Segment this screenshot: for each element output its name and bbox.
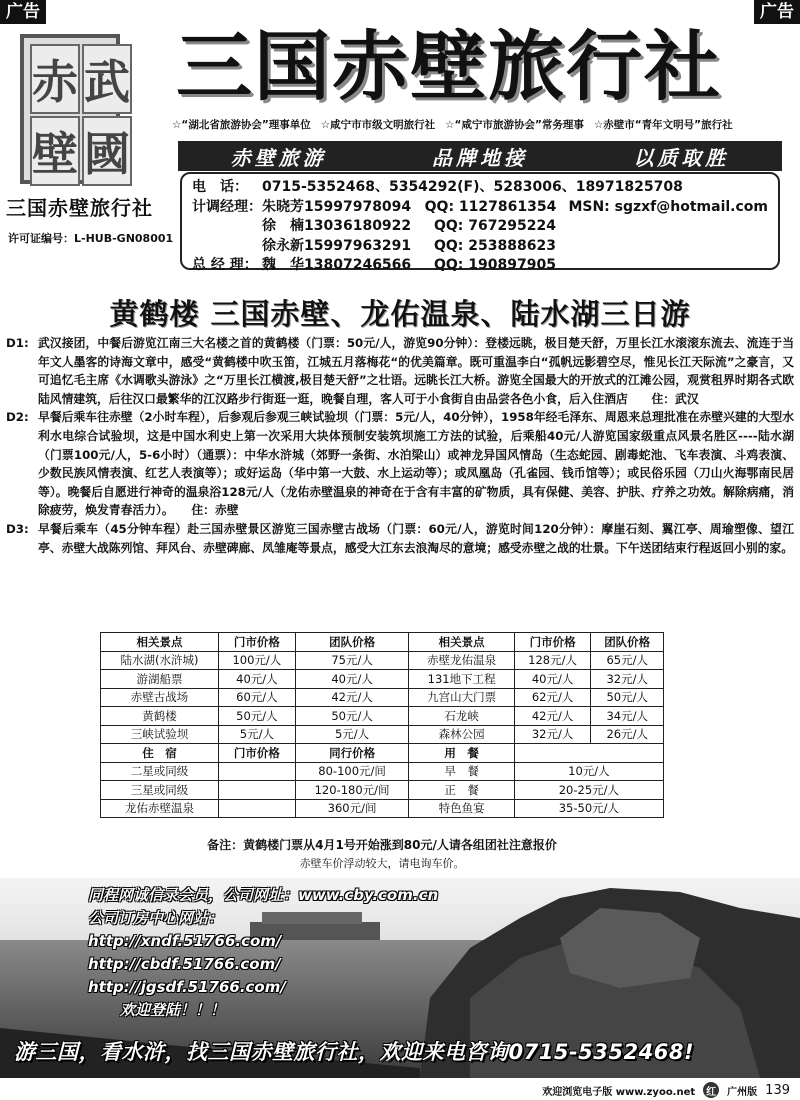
logo-char: 壁 bbox=[30, 116, 80, 186]
gm-label: 总 经 理： bbox=[192, 257, 258, 273]
table-cell: 40元/人 bbox=[514, 670, 591, 689]
table-header: 住 宿 bbox=[101, 744, 219, 763]
table-cell bbox=[219, 762, 296, 781]
footer-site: 欢迎浏览电子版 www.zyoo.net bbox=[542, 1086, 696, 1098]
phone-numbers[interactable]: 0715-5352468、5354292(F)、5283006、18971825708 bbox=[262, 179, 683, 195]
table-cell: 石龙峡 bbox=[409, 707, 514, 726]
table-row bbox=[101, 799, 664, 818]
slogan-bar bbox=[178, 141, 782, 171]
table-cell bbox=[219, 781, 296, 800]
table-header: 同行价格 bbox=[295, 744, 409, 763]
table-cell: 40元/人 bbox=[219, 670, 296, 689]
table-cell: 26元/人 bbox=[591, 725, 664, 744]
gm-qq: QQ: 190897905 bbox=[434, 257, 556, 273]
table-cell: 20-25元/人 bbox=[514, 781, 663, 800]
planner-name: 徐永新15997963291 bbox=[262, 237, 412, 254]
ad-label-right: 广告 bbox=[754, 0, 800, 24]
table-cell: 40元/人 bbox=[295, 670, 409, 689]
table-header: 团队价格 bbox=[591, 633, 664, 652]
table-cell: 360元/间 bbox=[295, 799, 409, 818]
table-cell: 赤壁古战场 bbox=[101, 688, 219, 707]
planner-qq: QQ: 767295224 bbox=[434, 218, 556, 234]
table-cell: 森林公园 bbox=[409, 725, 514, 744]
ad-label-left: 广告 bbox=[0, 0, 46, 24]
planner-msn[interactable]: MSN: sgzxf@hotmail.com bbox=[568, 198, 768, 215]
table-header: 相关景点 bbox=[409, 633, 514, 652]
table-cell: 80-100元/间 bbox=[295, 762, 409, 781]
table-header: 相关景点 bbox=[101, 633, 219, 652]
slogan-item: 品牌地接 bbox=[431, 145, 528, 170]
gm-name: 魏 华13807246566 bbox=[262, 257, 412, 273]
price-table bbox=[100, 632, 664, 818]
table-cell: 龙佑赤壁温泉 bbox=[101, 799, 219, 818]
website-link[interactable]: http://jgsdf.51766.com/ bbox=[88, 978, 286, 996]
honors-line bbox=[172, 117, 792, 132]
slogan-item: 以质取胜 bbox=[633, 145, 730, 170]
planner-name: 朱晓芳15997978094 bbox=[262, 198, 412, 215]
planner-qq: QQ: 1127861354 bbox=[424, 198, 557, 215]
table-cell: 50元/人 bbox=[591, 688, 664, 707]
page-footer bbox=[0, 1080, 800, 1100]
table-cell: 黄鹤楼 bbox=[101, 707, 219, 726]
logo-char: 赤 bbox=[30, 44, 80, 114]
day-label: D2: bbox=[6, 410, 29, 425]
contact-box bbox=[180, 172, 780, 273]
footer-edition: 广州版 bbox=[727, 1086, 758, 1098]
honor-item: ☆赤壁市“青年文明号”旅行社 bbox=[593, 119, 733, 131]
bottom-slogan: 游三国，看水浒，找三国赤壁旅行社，欢迎来电咨询0715-5352468! bbox=[14, 1040, 695, 1064]
page-number: 139 bbox=[765, 1082, 790, 1098]
footer-circle-badge: 红 bbox=[703, 1082, 719, 1098]
planner-qq: QQ: 253888623 bbox=[434, 237, 556, 254]
honor-item: ☆“湖北省旅游协会”理事单位 bbox=[172, 119, 311, 131]
table-cell: 特色鱼宴 bbox=[409, 799, 514, 818]
table-cell: 50元/人 bbox=[295, 707, 409, 726]
honor-item: ☆咸宁市市级文明旅行社 bbox=[320, 119, 436, 131]
day-text: 早餐后乘车（45分钟车程）赴三国赤壁景区游览三国赤壁古战场（门票：60元/人，游览时间120分钟）：摩崖石刻、翼江亭、周瑜塑像、望江亭、赤壁大战陈列馆、拜风台、赤壁碑廊、凤雏庵等景点，感受大江东去浪淘尽的意境；感受赤壁之战的壮景。下午送团结束行程返回小别的家。 bbox=[38, 521, 794, 555]
slogan-item: 赤壁旅游 bbox=[230, 145, 327, 170]
booking-label: 公司订房中心网站： bbox=[88, 909, 224, 927]
table-header-row bbox=[101, 633, 664, 652]
company-logo bbox=[20, 34, 130, 184]
table-cell: 九宫山大门票 bbox=[409, 688, 514, 707]
table-cell: 131地下工程 bbox=[409, 670, 514, 689]
itinerary-day bbox=[6, 520, 794, 557]
table-row bbox=[101, 762, 664, 781]
table-cell: 62元/人 bbox=[514, 688, 591, 707]
table-cell: 5元/人 bbox=[295, 725, 409, 744]
table-header: 门市价格 bbox=[219, 744, 296, 763]
table-cell bbox=[219, 799, 296, 818]
table-header: 门市价格 bbox=[219, 633, 296, 652]
table-cell: 陆水湖(水浒城) bbox=[101, 651, 219, 670]
table-header-row bbox=[101, 744, 664, 763]
license-number: 许可证编号：L-HUB-GN08001 bbox=[8, 232, 174, 245]
table-cell: 10元/人 bbox=[514, 762, 663, 781]
table-cell: 60元/人 bbox=[219, 688, 296, 707]
table-cell: 100元/人 bbox=[219, 651, 296, 670]
table-row bbox=[101, 707, 664, 726]
table-row bbox=[101, 670, 664, 689]
table-cell: 120-180元/间 bbox=[295, 781, 409, 800]
table-header: 用 餐 bbox=[409, 744, 514, 763]
day-label: D3: bbox=[6, 521, 29, 536]
table-cell: 二星或同级 bbox=[101, 762, 219, 781]
day-label: D1: bbox=[6, 336, 29, 350]
logo-char: 國 bbox=[82, 116, 132, 186]
itinerary-day bbox=[6, 334, 794, 408]
table-cell: 35-50元/人 bbox=[514, 799, 663, 818]
table-cell: 三峡试验坝 bbox=[101, 725, 219, 744]
table-cell: 128元/人 bbox=[514, 651, 591, 670]
table-cell: 5元/人 bbox=[219, 725, 296, 744]
page-title: 三国赤壁旅行社 bbox=[176, 22, 722, 111]
logo-company-name: 三国赤壁旅行社 bbox=[6, 196, 153, 220]
itinerary bbox=[6, 334, 794, 557]
table-cell: 早 餐 bbox=[409, 762, 514, 781]
table-cell: 赤壁龙佑温泉 bbox=[409, 651, 514, 670]
welcome-text: 欢迎登陆！！！ bbox=[120, 1001, 226, 1019]
table-cell: 50元/人 bbox=[219, 707, 296, 726]
table-cell: 正 餐 bbox=[409, 781, 514, 800]
table-header bbox=[514, 744, 663, 763]
logo-char: 武 bbox=[82, 44, 132, 114]
table-cell: 65元/人 bbox=[591, 651, 664, 670]
table-row bbox=[101, 688, 664, 707]
table-cell: 32元/人 bbox=[591, 670, 664, 689]
table-cell: 游湖船票 bbox=[101, 670, 219, 689]
table-cell: 42元/人 bbox=[514, 707, 591, 726]
website-link[interactable]: http://xndf.51766.com/ bbox=[88, 932, 282, 950]
car-price-note: 赤壁车价浮动较大，请电询车价。 bbox=[299, 857, 465, 870]
table-row bbox=[101, 725, 664, 744]
table-cell: 42元/人 bbox=[295, 688, 409, 707]
planner-label: 计调经理： bbox=[192, 198, 262, 215]
member-line: 同程网诚信录会员，公司网址：www.cby.com.cn bbox=[88, 886, 439, 904]
itinerary-day bbox=[6, 408, 794, 520]
table-cell: 32元/人 bbox=[514, 725, 591, 744]
planner-name: 徐 楠13036180922 bbox=[262, 218, 412, 234]
day-text: 早餐后乘车往赤壁（2小时车程），后参观后参观三峡试验坝（门票：5元/人，40分钟），1958年经毛泽东、周恩来总理批准在赤壁兴建的大型水利水电综合试验坝，这是中国水利史上第一次采用大块体预制安装筑坝施工方法的试验，后乘船40元/人游览国家级重点风景名胜区----陆水湖（门票100元/人，5-6小时）（通票）：中华水浒城（郊野一条街、水泊梁山）或神龙异国风情岛（生态蛇园、剧毒蛇池、飞车表演、斗鸡表演、少数民族风情表演、红艺人表演等）；或好运岛（华中第一大鼓、水上运动等）；或凤凰岛（孔雀园、钱币馆等）；或民俗乐园（刀山火海鄂南民居等）。晚餐后自愿进行神奇的温泉浴128元/人（龙佑赤壁温泉的神奇在于含有丰富的矿物质，具有保健、美容、护肤、疗养之功效。解除病痛，消除疲劳，焕发青春活力）。 住：赤壁 bbox=[38, 410, 794, 518]
price-note: 备注：黄鹤楼门票从4月1号开始涨到80元/人请各组团社注意报价 bbox=[207, 838, 557, 852]
table-row bbox=[101, 781, 664, 800]
table-cell: 34元/人 bbox=[591, 707, 664, 726]
table-cell: 三星或同级 bbox=[101, 781, 219, 800]
day-text: 武汉接团，中餐后游览江南三大名楼之首的黄鹤楼（门票：50元/人，游览90分钟）：登楼远眺，极目楚天舒，万里长江水滚滚东流去、流连于当年文人墨客的诗海文章中，感受“黄鹤楼中吹玉笛，江城五月落梅花“的优美篇章。既可重温李白“孤帆远影碧空尽，惟见长江天际流”之豪言，又可追忆毛主席《水调歌头游泳》之“万里长江横渡,极目楚天舒”之壮语。远眺长江大桥。游览全国最大的开放式的江滩公园，观赏租界时期各式欧陆风情建筑，后往汉口最繁华的江汉路步行街逛一逛，晚餐自理，客人可于小食街自由品尝各色小食，后入住酒店 住：武汉 bbox=[38, 336, 794, 406]
table-header: 门市价格 bbox=[514, 633, 591, 652]
table-header: 团队价格 bbox=[295, 633, 409, 652]
table-row bbox=[101, 651, 664, 670]
website-link[interactable]: http://cbdf.51766.com/ bbox=[88, 955, 281, 973]
web-info bbox=[88, 884, 438, 1022]
honor-item: ☆“咸宁市旅游协会”常务理事 bbox=[445, 119, 584, 131]
route-title: 黄鹤楼 三国赤壁、龙佑温泉、陆水湖三日游 bbox=[109, 297, 691, 331]
table-cell: 75元/人 bbox=[295, 651, 409, 670]
phone-label: 电 话： bbox=[192, 179, 248, 195]
